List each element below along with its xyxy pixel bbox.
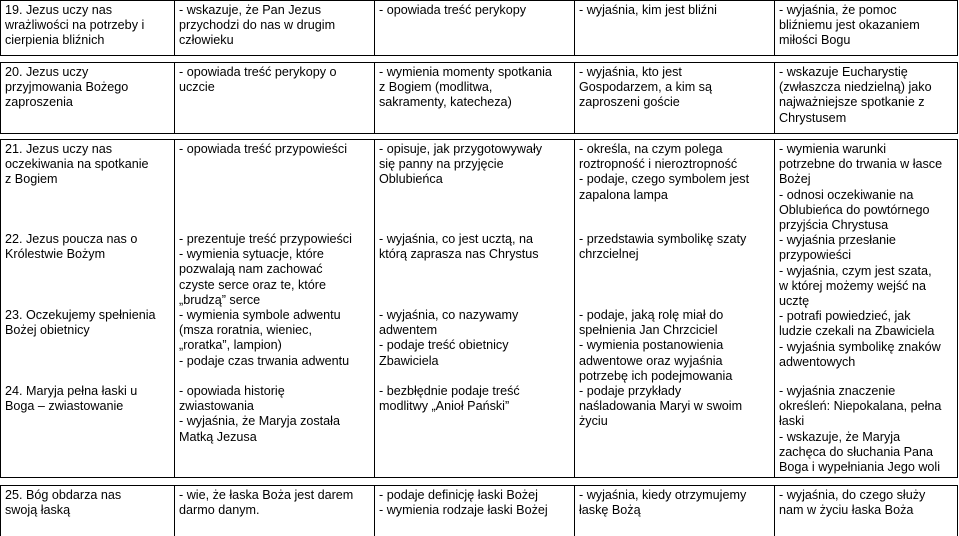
text-line: - opowiada treść perykopy o (179, 65, 337, 79)
text-line: adwentowe oraz wyjaśnia (579, 353, 723, 368)
text-line: - wie, że łaska Boża jest darem (179, 488, 354, 502)
text-line: - wyjaśnia, co jest ucztą, na (379, 232, 533, 246)
requirement-cell (174, 140, 374, 478)
text-line: oczekiwania na spotkanie (5, 157, 149, 172)
requirement-cell (574, 63, 774, 134)
text-line: uczcie (179, 80, 215, 95)
requirement-cell (774, 1, 958, 56)
text-line: zaproszeni goście (579, 95, 680, 110)
text-line: (zwłaszcza niedzielną) jako (779, 80, 932, 95)
text-line: którą zaprasza nas Chrystus (379, 247, 539, 262)
requirement-cell (174, 486, 374, 536)
text-line: - podaje definicję łaski Bożej (379, 488, 538, 502)
row-divider (0, 133, 958, 134)
text-line: przyjmowania Bożego (5, 80, 129, 95)
topic-cell (0, 140, 174, 478)
text-line: - bezbłędnie podaje treść (379, 384, 520, 398)
text-line: - wyjaśnia, do czego służy (779, 488, 926, 502)
text-line: 24. Maryja pełna łaski u (5, 384, 138, 398)
text-line: modlitwy „Anioł Pański” (379, 399, 510, 414)
text-line: się panny na przyjęcie (379, 157, 504, 172)
text-line: - wyjaśnia, czym jest szata, (779, 263, 932, 278)
text-line: Bożej obietnicy (5, 323, 90, 338)
text-line: - opowiada treść perykopy (379, 3, 526, 17)
text-line: Zbawiciela (379, 353, 439, 368)
text-line: adwentem (379, 323, 438, 338)
text-line: spełnienia Jan Chrzciciel (579, 323, 718, 338)
text-line: - prezentuje treść przypowieści (179, 232, 352, 246)
text-line: darmo danym. (179, 503, 260, 518)
text-line: z Bogiem (5, 172, 58, 187)
text-line: - podaje czas trwania adwentu (179, 353, 350, 368)
text-line: przypowieści (779, 248, 852, 263)
text-line: - wymienia symbole adwentu (179, 308, 341, 323)
table-row (0, 0, 958, 56)
text-line: 19. Jezus uczy nas (5, 3, 113, 17)
requirement-cell (574, 486, 774, 536)
text-line: nam w życiu łaska Boża (779, 503, 914, 518)
text-line: z Bogiem (modlitwa, (379, 80, 493, 95)
text-line: - opowiada treść przypowieści (179, 142, 347, 156)
text-line: swoją łaską (5, 503, 71, 518)
requirement-cell (774, 486, 958, 536)
requirement-cell (174, 1, 374, 56)
text-line: - wyjaśnia, że pomoc (779, 3, 897, 17)
text-line: łaskę Bożą (579, 503, 641, 518)
text-line: - wyjaśnia znaczenie (779, 384, 896, 398)
text-line: - opisuje, jak przygotowywały (379, 142, 543, 156)
requirement-cell (374, 63, 574, 134)
text-line: potrzebne do trwania w łasce (779, 157, 943, 172)
topic-cell (0, 1, 174, 56)
text-line: czyste serce oraz te, które (179, 277, 326, 292)
text-line: Królestwie Bożym (5, 247, 106, 262)
text-line: - wyjaśnia, kto jest (579, 65, 682, 79)
text-line: Oblubieńca do powtórnego (779, 202, 930, 217)
text-line: - wskazuje, że Pan Jezus (179, 3, 322, 17)
text-line: (msza roratnia, wieniec, (179, 323, 312, 338)
text-line: - wymienia rodzaje łaski Bożej (379, 503, 548, 518)
requirement-cell (374, 486, 574, 536)
text-line: - wyjaśnia, kiedy otrzymujemy (579, 488, 747, 502)
text-line: adwentowych (779, 354, 856, 369)
text-line: - określa, na czym polega (579, 142, 723, 156)
text-line: - potrafi powiedzieć, jak (779, 309, 911, 324)
text-line: zaproszenia (5, 95, 73, 110)
text-line: Boga i wypełniania Jego woli (779, 460, 941, 475)
text-line: - opowiada historię (179, 384, 285, 398)
text-line: - wskazuje, że Maryja (779, 429, 901, 444)
text-line: miłości Bogu (779, 33, 851, 48)
requirement-cell (574, 1, 774, 56)
text-line: Matką Jezusa (179, 429, 257, 444)
row-divider (0, 55, 958, 56)
text-line: cierpienia bliźnich (5, 33, 105, 48)
row-divider (0, 477, 958, 478)
text-line: - przedstawia symbolikę szaty (579, 232, 747, 246)
text-line: ucztę (779, 294, 810, 309)
text-line: „roratka”, lampion) (179, 338, 282, 353)
table-row (0, 139, 958, 478)
text-line: - podaje treść obietnicy (379, 338, 509, 353)
text-line: - podaje przykłady (579, 384, 682, 399)
text-line: bliźniemu jest okazaniem (779, 18, 920, 33)
text-line: Boga – zwiastowanie (5, 399, 124, 414)
text-line: przychodzi do nas w drugim (179, 18, 336, 33)
text-line: 22. Jezus poucza nas o (5, 232, 138, 246)
text-line: 20. Jezus uczy (5, 65, 89, 79)
text-line: - wyjaśnia przesłanie (779, 233, 896, 248)
text-line: zachęca do słuchania Pana (779, 444, 934, 459)
text-line: ludzie czekali na Zbawiciela (779, 324, 935, 339)
text-line: zapalona lampa (579, 187, 668, 202)
text-line: - podaje, jaką rolę miał do (579, 308, 724, 322)
text-line: Bożej (779, 172, 811, 187)
topic-cell (0, 486, 174, 536)
text-line: Oblubieńca (379, 172, 443, 187)
text-line: - wyjaśnia, że Maryja została (179, 414, 340, 429)
topic-cell (0, 63, 174, 134)
text-line: - wyjaśnia, kim jest bliźni (579, 3, 717, 17)
text-line: roztropność i nieroztropność (579, 157, 738, 172)
text-line: - wskazuje Eucharystię (779, 65, 908, 79)
text-line: potrzebę ich podejmowania (579, 368, 733, 383)
text-line: zwiastowania (179, 399, 254, 414)
text-line: przyjścia Chrystusa (779, 218, 889, 233)
text-line: - wyjaśnia, co nazywamy (379, 308, 519, 322)
table-row (0, 485, 958, 536)
requirement-cell (574, 140, 774, 478)
text-line: naśladowania Maryi w swoim (579, 399, 743, 414)
requirement-cell (774, 140, 958, 478)
text-line: - wymienia postanowienia (579, 338, 724, 353)
text-line: - wymienia warunki (779, 142, 887, 156)
text-line: wrażliwości na potrzeby i (5, 18, 145, 33)
text-line: życiu (579, 414, 608, 429)
requirement-cell (174, 63, 374, 134)
text-line: 21. Jezus uczy nas (5, 142, 113, 156)
text-line: Chrystusem (779, 110, 847, 125)
text-line: najważniejsze spotkanie z (779, 95, 925, 110)
text-line: Gospodarzem, a kim są (579, 80, 712, 95)
requirement-cell (374, 140, 574, 478)
text-line: 23. Oczekujemy spełnienia (5, 308, 156, 322)
text-line: pozwalają nam zachować (179, 262, 323, 277)
text-line: - wymienia sytuacje, które (179, 247, 324, 262)
text-line: w której możemy wejść na (779, 278, 926, 293)
requirement-cell (774, 63, 958, 134)
text-line: chrzcielnej (579, 247, 639, 262)
text-line: - odnosi oczekiwanie na (779, 187, 914, 202)
text-line: łaski (779, 414, 805, 429)
requirement-cell (374, 1, 574, 56)
text-line: określeń: Niepokalana, pełna (779, 399, 942, 414)
text-line: człowieku (179, 33, 234, 48)
text-line: - podaje, czego symbolem jest (579, 172, 750, 187)
text-line: 25. Bóg obdarza nas (5, 488, 122, 502)
text-line: - wymienia momenty spotkania (379, 65, 552, 79)
text-line: - wyjaśnia symbolikę znaków (779, 339, 941, 354)
table-row (0, 62, 958, 134)
text-line: „brudzą” serce (179, 292, 261, 307)
text-line: sakramenty, katecheza) (379, 95, 512, 110)
